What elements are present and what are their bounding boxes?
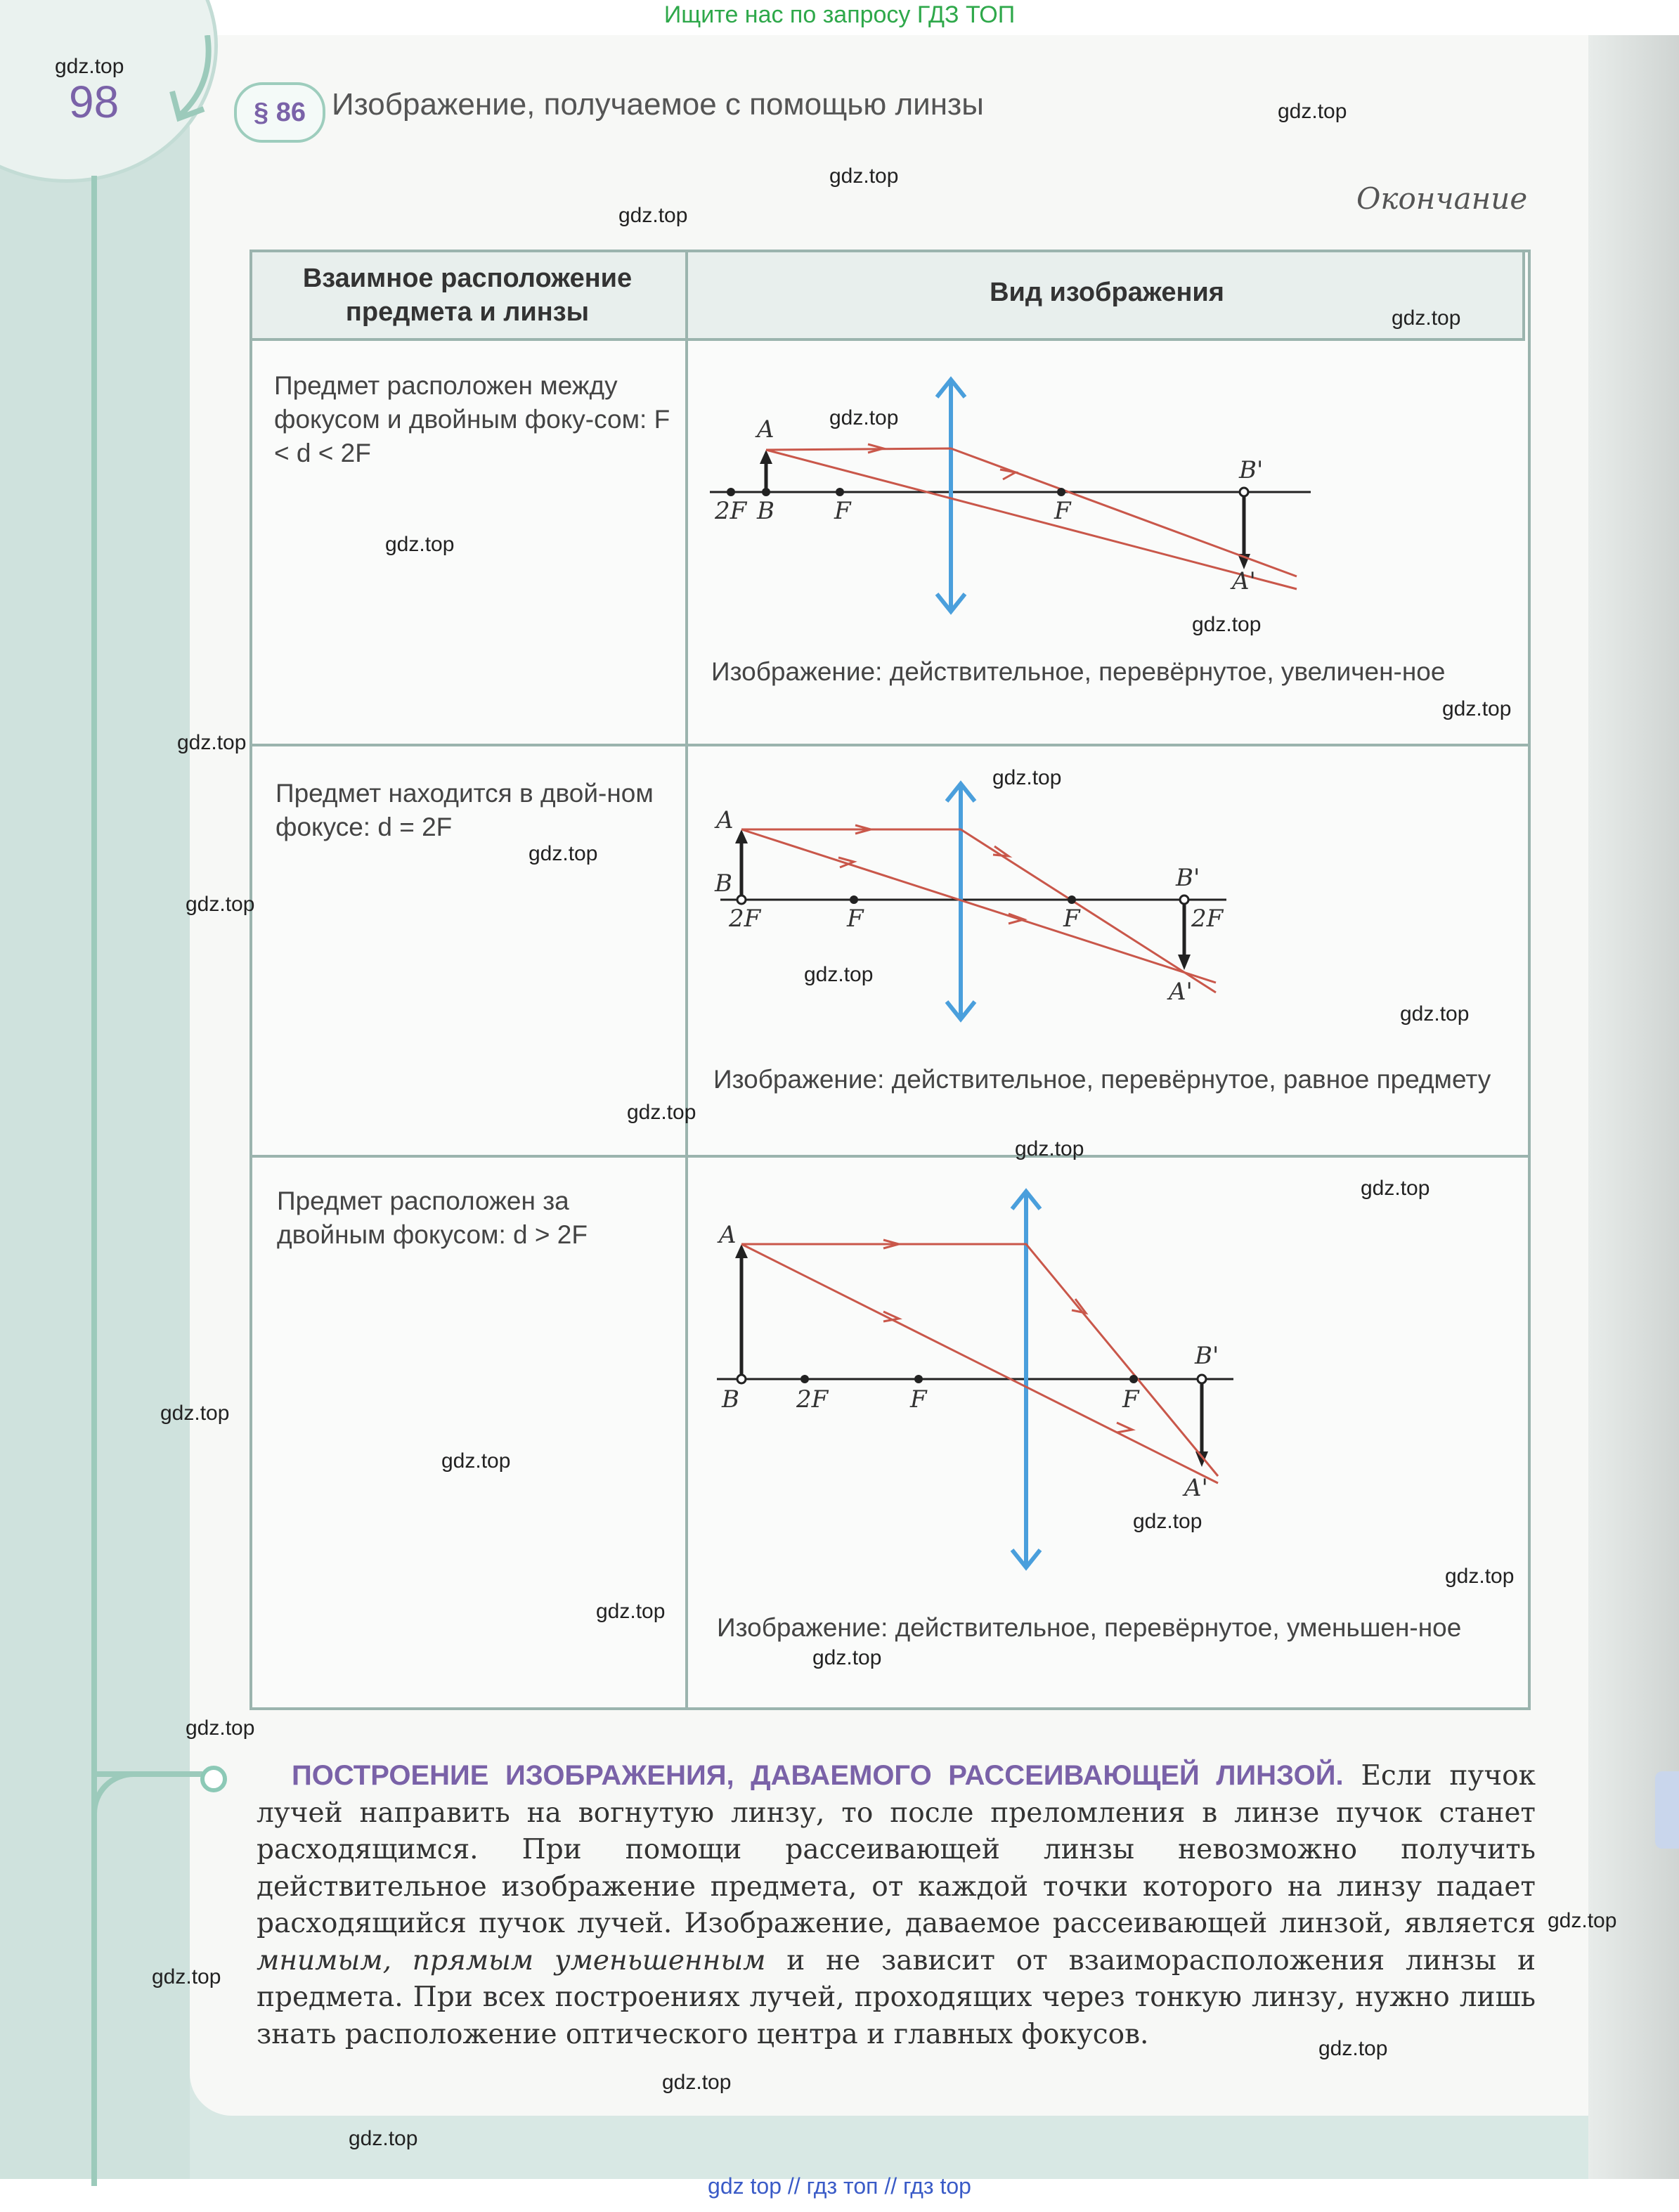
watermark: gdz.top <box>529 842 598 865</box>
watermark: gdz.top <box>992 766 1062 789</box>
watermark: gdz.top <box>804 963 874 986</box>
watermark: gdz.top <box>1400 1002 1470 1026</box>
paragraph-emphasis: мнимым, прямым уменьшенным <box>257 1944 766 1977</box>
watermark: gdz.top <box>1442 697 1512 720</box>
watermark: gdz.top <box>1548 1909 1617 1932</box>
bottom-banner[interactable]: gdz top // гдз топ // гдз top <box>708 2173 971 2199</box>
watermark: gdz.top <box>829 164 899 188</box>
condition-row-1: Предмет расположен между фокусом и двойным фоку-сом: F < d < 2F <box>274 371 670 467</box>
label-A-prime: A' <box>1169 978 1193 1006</box>
label-F-left: F <box>834 497 851 525</box>
watermark: gdz.top <box>1445 1565 1515 1588</box>
label-F-right: F <box>1063 905 1080 933</box>
curved-arrow-icon <box>158 35 228 127</box>
label-F-right: F <box>1054 497 1071 525</box>
watermark: gdz.top <box>385 533 455 556</box>
watermark: gdz.top <box>627 1101 696 1124</box>
watermark: gdz.top <box>1361 1177 1430 1200</box>
watermark: gdz.top <box>596 1600 666 1623</box>
watermark: gdz.top <box>1318 2037 1388 2060</box>
label-F-left: F <box>847 905 864 933</box>
top-banner[interactable]: Ищите нас по запросу ГДЗ ТОП <box>663 1 1016 28</box>
image-desc-row-1: Изображение: действительное, перевёрнутое, увеличен-ное <box>711 657 1446 686</box>
timeline-branch <box>97 1771 202 1777</box>
watermark: gdz.top <box>1392 306 1461 330</box>
label-B-prime: B' <box>1239 456 1264 484</box>
condition-row-2: Предмет находится в двой-ном фокусе: d = 2F <box>275 779 654 841</box>
label-A-prime: A' <box>1232 567 1256 595</box>
image-desc-row-3: Изображение: действительное, перевёрнутое, уменьшен-ное <box>717 1613 1462 1642</box>
paragraph-text-2: и не зависит от взаиморасположения линзы и предмета. При всех построениях лучей, проходящих через тонкую линзу, нужно лишь знать расположение оптического центра и главных фокусов. <box>257 1944 1536 2050</box>
watermark: gdz.top <box>1133 1510 1202 1533</box>
watermark: gdz.top <box>177 731 247 754</box>
label-2F-right: 2F <box>1191 905 1224 933</box>
watermark: gdz.top <box>441 1449 511 1473</box>
row-divider <box>249 744 1529 746</box>
watermark: gdz.top <box>662 2071 732 2094</box>
label-B-prime: B' <box>1176 864 1200 892</box>
section-badge: § 86 <box>234 82 325 143</box>
ray-diagram-1 <box>699 366 1332 633</box>
label-A-prime: A' <box>1184 1474 1208 1502</box>
label-F-right: F <box>1122 1385 1139 1414</box>
watermark: gdz.top <box>1015 1137 1084 1160</box>
section-title: Изображение, получаемое с помощью линзы <box>332 87 984 122</box>
section-bullet <box>200 1766 227 1792</box>
diverging-lens-paragraph <box>257 1757 1536 2053</box>
label-2F: 2F <box>715 497 747 525</box>
label-F-left: F <box>910 1385 927 1414</box>
label-B-prime: B' <box>1195 1342 1219 1370</box>
paragraph-text-1: Если пучок лучей направить на вогнутую линзу, то после преломления в линзе пучок станет расходящимся. При помощи рассеивающей линзы невозможно получить действительное изображение предмета, от каждой точки которого на линзу падает расходящийся пучок лучей. Изображение, даваемое рассеивающей линзой, является <box>257 1760 1536 1939</box>
watermark: gdz.top <box>349 2127 418 2150</box>
watermark: gdz.top <box>1278 100 1347 123</box>
label-B: B <box>757 497 774 525</box>
page-gutter <box>1588 35 1679 2186</box>
label-A: A <box>719 1221 737 1249</box>
condition-row-3: Предмет расположен за двойным фокусом: d > 2F <box>277 1186 588 1249</box>
column-divider <box>685 250 688 1708</box>
label-2F: 2F <box>729 905 761 933</box>
paragraph-heading: ПОСТРОЕНИЕ ИЗОБРАЖЕНИЯ, ДАВАЕМОГО РАССЕИВАЮЩЕЙ ЛИНЗОЙ. <box>292 1760 1344 1791</box>
continuation-label: Окончание <box>1356 181 1528 216</box>
header-position: Взаимное расположение предмета и линзы <box>302 264 633 327</box>
row-divider <box>249 1155 1529 1158</box>
watermark: gdz.top <box>186 1716 255 1740</box>
watermark: gdz.top <box>186 893 255 916</box>
label-A: A <box>757 415 774 444</box>
watermark: gdz.top <box>829 406 899 429</box>
watermark: gdz.top <box>55 55 124 78</box>
watermark: gdz.top <box>618 204 688 227</box>
page-tab <box>1655 1771 1679 1849</box>
watermark: gdz.top <box>152 1965 221 1988</box>
label-B: B <box>722 1385 739 1414</box>
watermark: gdz.top <box>1192 613 1262 636</box>
label-2F: 2F <box>796 1385 829 1414</box>
image-desc-row-2: Изображение: действительное, перевёрнутое, равное предмету <box>713 1065 1491 1094</box>
label-B: B <box>715 869 732 898</box>
watermark: gdz.top <box>160 1402 230 1425</box>
page-number: 98 <box>69 77 119 127</box>
timeline-line <box>91 176 97 2186</box>
watermark: gdz.top <box>812 1646 882 1669</box>
header-image-type: Вид изображения <box>990 278 1224 307</box>
label-A: A <box>716 806 734 834</box>
ray-diagram-2 <box>699 773 1262 1040</box>
